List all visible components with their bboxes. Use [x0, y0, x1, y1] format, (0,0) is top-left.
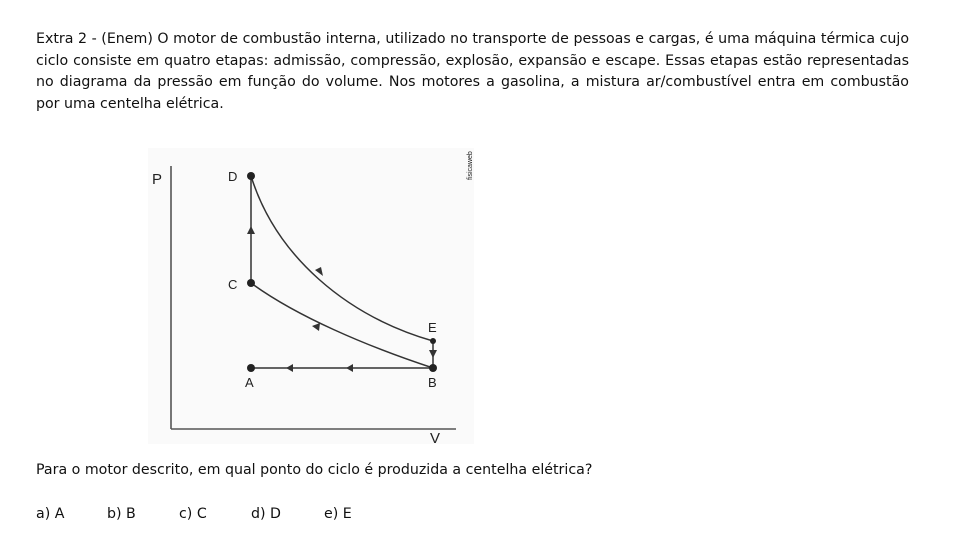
point-a	[247, 364, 255, 372]
option-d[interactable]: d) D	[251, 506, 281, 522]
question-prompt: Para o motor descrito, em qual ponto do ciclo é produzida a centelha elétrica?	[36, 462, 593, 478]
diagram-watermark: fisicaweb	[467, 151, 474, 180]
volume-axis-label: V	[430, 430, 441, 446]
option-c[interactable]: c) C	[179, 506, 207, 522]
pv-diagram-svg	[146, 146, 476, 446]
diagram-background	[148, 148, 474, 444]
point-e	[430, 338, 436, 344]
question-statement: Extra 2 - (Enem) O motor de combustão interna, utilizado no transporte de pessoas e cargas, é uma máquina térmica cujo ciclo consiste em quatro etapas: admissão, compressão, explosão, expansão e escape. Essas etapas estão representadas no diagrama da pressão em função do volume. Nos motores a gasolina, a mistura ar/combustível entra em combustão por uma centelha elétrica.	[36, 31, 909, 112]
pv-diagram	[146, 146, 476, 446]
point-d-label: D	[228, 169, 238, 184]
option-b[interactable]: b) B	[107, 506, 136, 522]
point-b	[429, 364, 437, 372]
option-a[interactable]: a) A	[36, 506, 65, 522]
point-b-label: B	[428, 375, 437, 390]
point-e-label: E	[428, 320, 437, 335]
point-c-label: C	[228, 277, 238, 292]
point-d	[247, 172, 255, 180]
point-c	[247, 279, 255, 287]
option-e[interactable]: e) E	[324, 506, 352, 522]
pressure-axis-label: P	[152, 171, 163, 188]
point-a-label: A	[245, 375, 254, 390]
